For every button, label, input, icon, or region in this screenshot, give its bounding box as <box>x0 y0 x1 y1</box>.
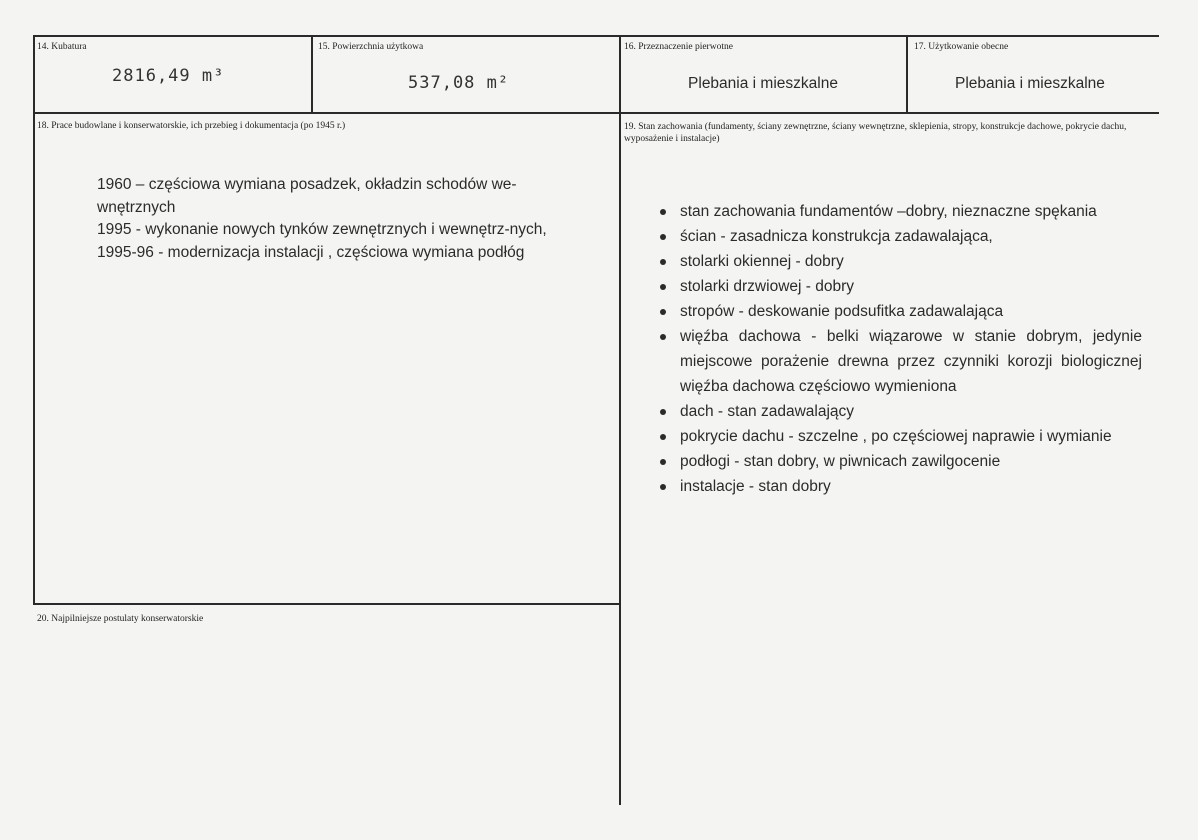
stan-item: stolarki okiennej - dobry <box>660 249 1142 274</box>
col-divider-3 <box>906 35 908 114</box>
stan-item: stan zachowania fundamentów –dobry, nieznaczne spękania <box>660 199 1142 224</box>
prace-entries <box>97 174 587 264</box>
uzytkowanie-value: Plebania i mieszkalne <box>955 75 1105 92</box>
stan-item: więźba dachowa - belki wiązarowe w stanie dobrym, jedynie miejscowe porażenie drewna przez czynniki korozji biologicznej więźba dachowa częściowo wymieniona <box>660 324 1142 399</box>
prace-entry: 1995-96 - modernizacja instalacji , częściowa wymiana podłóg <box>97 243 525 261</box>
left-border-line <box>33 35 35 603</box>
stan-item: stropów - deskowanie podsufitka zadawalająca <box>660 299 1142 324</box>
stan-item: instalacje - stan dobry <box>660 474 1142 499</box>
stan-list <box>660 199 1142 499</box>
col-divider-1 <box>311 35 313 114</box>
powierzchnia-value: 537,08 m² <box>408 73 510 93</box>
top-border-line <box>33 35 1159 37</box>
stan-item: podłogi - stan dobry, w piwnicach zawilgocenie <box>660 449 1142 474</box>
stan-item: ścian - zasadnicza konstrukcja zadawalająca, <box>660 224 1142 249</box>
col-divider-center <box>619 35 621 805</box>
kubatura-value: 2816,49 m³ <box>112 66 225 86</box>
row1-bottom-line <box>33 112 1159 114</box>
prace-entry: 1995 - wykonanie nowych tynków zewnętrznych i wewnętrz-nych, <box>97 221 547 238</box>
stan-label: 19. Stan zachowania (fundamenty, ściany zewnętrzne, ściany wewnętrzne, sklepienia, stropy, konstrukcje dachowe, pokrycie dachu, wyposażenie i instalacje) <box>624 122 1127 144</box>
prace-entry: 1960 – częściowa wymiana posadzek, okładzin schodów we-wnętrznych <box>97 176 517 216</box>
stan-item: dach - stan zadawalający <box>660 399 1142 424</box>
przeznaczenie-value: Plebania i mieszkalne <box>688 75 838 92</box>
stan-item: stolarki drzwiowej - dobry <box>660 274 1142 299</box>
prace-label: 18. Prace budowlane i konserwatorskie, ich przebieg i dokumentacja (po 1945 r.) <box>37 121 346 131</box>
kubatura-label: 14. Kubatura <box>37 42 87 52</box>
stan-item: pokrycie dachu - szczelne , po częściowej naprawie i wymianie <box>660 424 1142 449</box>
powierzchnia-label: 15. Powierzchnia użytkowa <box>318 42 424 52</box>
postulaty-label: 20. Najpilniejsze postulaty konserwatorskie <box>37 614 204 624</box>
row2-bottom-line <box>33 603 620 605</box>
uzytkowanie-label: 17. Użytkowanie obecne <box>914 42 1009 52</box>
przeznaczenie-label: 16. Przeznaczenie pierwotne <box>624 42 733 52</box>
